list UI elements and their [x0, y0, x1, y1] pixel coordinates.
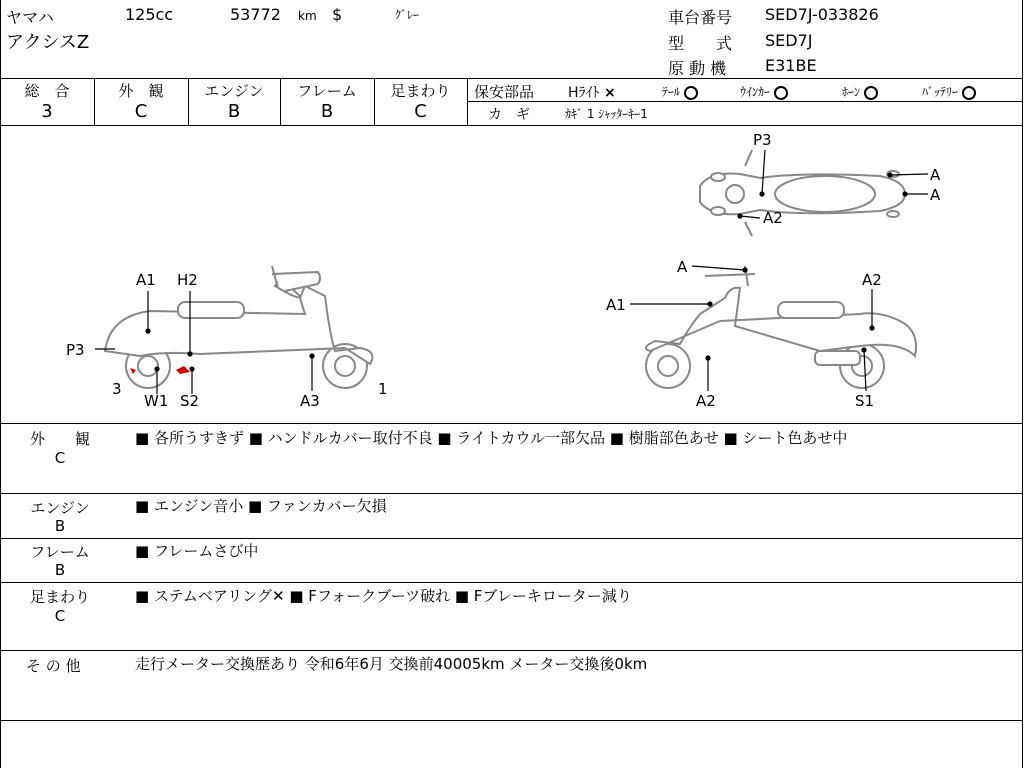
winker-label: ｳｲﾝｶｰ — [740, 83, 788, 100]
exterior-grade: C — [134, 101, 148, 122]
color: ｸﾞﾚｰ — [395, 8, 420, 22]
type-label: 型 式 — [668, 34, 733, 53]
engine-label: 原 動 機 — [668, 59, 727, 78]
horn-ok-icon — [864, 86, 878, 100]
type-value: SED7J — [765, 31, 813, 50]
notes-frame-label: フレーム — [30, 543, 90, 561]
mileage-unit: km — [298, 9, 317, 23]
top-view-a2-label: A2 — [763, 209, 783, 227]
notes-suspension-text: ■ ステムベアリング✕ ■ Fフォークブーツ破れ ■ Fブレーキローター減り — [135, 587, 632, 605]
suspension-grade-label: 足まわり — [390, 82, 451, 100]
headlight-label: Hﾗｲﾄ × — [568, 85, 616, 101]
battery-label: ﾊﾞｯﾃﾘｰ — [922, 83, 976, 100]
left-view-s2-label: S2 — [180, 392, 200, 410]
mileage: 53772 — [230, 5, 281, 24]
right-border — [1022, 0, 1023, 768]
frame-value: SED7J-033826 — [765, 5, 879, 24]
notes-engine-text: ■ エンジン音小 ■ ファンカバー欠損 — [135, 497, 387, 515]
notes-bottom-line — [0, 720, 1023, 721]
notes-line-2 — [0, 493, 1023, 494]
exterior-label: 外 観 — [118, 82, 164, 100]
notes-line-3 — [0, 538, 1023, 539]
left-view-3-label: 3 — [112, 380, 122, 398]
right-view-a2-label: A2 — [862, 271, 882, 289]
notes-top-line — [0, 423, 1023, 424]
left-view-w1-label: W1 — [144, 392, 169, 410]
notes-exterior-grade: C — [54, 449, 66, 467]
left-view-a3-label: A3 — [300, 392, 320, 410]
left-view-p3-label: P3 — [66, 341, 85, 359]
notes-engine-grade: B — [54, 517, 66, 535]
horn-label: ﾎｰﾝ — [842, 83, 878, 100]
currency: $ — [332, 5, 343, 24]
engine-value: E31BE — [765, 56, 817, 75]
right-view-a2-lower-label: A2 — [696, 392, 716, 410]
right-view-a1-label: A1 — [606, 296, 626, 314]
model-name: アクシスZ — [6, 32, 90, 53]
engine-grade: B — [227, 101, 241, 122]
engine-grade-label: エンジン — [204, 82, 264, 100]
notes-line-4 — [0, 582, 1023, 583]
battery-ok-icon — [962, 86, 976, 100]
tail-ok-icon — [684, 86, 698, 100]
safety-mid-line — [468, 101, 1023, 102]
winker-ok-icon — [774, 86, 788, 100]
left-view-a1-label: A1 — [136, 271, 156, 289]
suspension-grade: C — [414, 101, 427, 122]
notes-exterior-label: 外 観 — [29, 430, 90, 448]
key-value: ｶｷﾞ 1 ｼｬｯﾀｰｷｰ1 — [565, 107, 648, 121]
grade-sep-5 — [467, 78, 468, 125]
notes-frame-text: ■ フレームさび中 — [135, 542, 259, 560]
top-view-a-rear-label: A — [930, 186, 941, 204]
right-view-s1-label: S1 — [855, 392, 875, 410]
overall-label: 総 合 — [24, 82, 70, 100]
notes-line-5 — [0, 650, 1023, 651]
grade-top-line — [0, 78, 1023, 79]
left-view-1-label: 1 — [378, 380, 388, 398]
notes-suspension-label: 足まわり — [29, 588, 90, 606]
tail-label: ﾃｰﾙ — [662, 83, 698, 100]
maker: ヤマハ — [6, 8, 54, 27]
frame-grade: B — [320, 101, 334, 122]
top-view-a-label: A — [930, 166, 941, 184]
notes-suspension-grade: C — [54, 607, 66, 625]
notes-other-text: 走行メーター交換歴あり 令和6年6月 交換前40005km メーター交換後0km — [135, 655, 648, 673]
top-view-scooter — [700, 150, 905, 236]
frame-grade-label: フレーム — [297, 82, 357, 100]
right-view-a-label: A — [677, 258, 688, 276]
notes-engine-label: エンジン — [30, 499, 90, 517]
top-view-p3-label: P3 — [753, 131, 772, 149]
notes-exterior-text: ■ 各所うすきず ■ ハンドルカバー取付不良 ■ ライトカウル一部欠品 ■ 樹脂部色あせ ■ シート色あせ中 — [135, 429, 848, 447]
notes-frame-grade: B — [54, 561, 66, 579]
key-label: カ ギ — [488, 107, 530, 123]
safety-label: 保安部品 — [474, 83, 535, 101]
frame-label: 車台番号 — [668, 8, 733, 27]
notes-other-label: そ の 他 — [26, 657, 81, 675]
left-view-h2-label: H2 — [177, 271, 198, 289]
displacement: 125cc — [125, 5, 174, 24]
overall-grade: 3 — [41, 101, 53, 122]
